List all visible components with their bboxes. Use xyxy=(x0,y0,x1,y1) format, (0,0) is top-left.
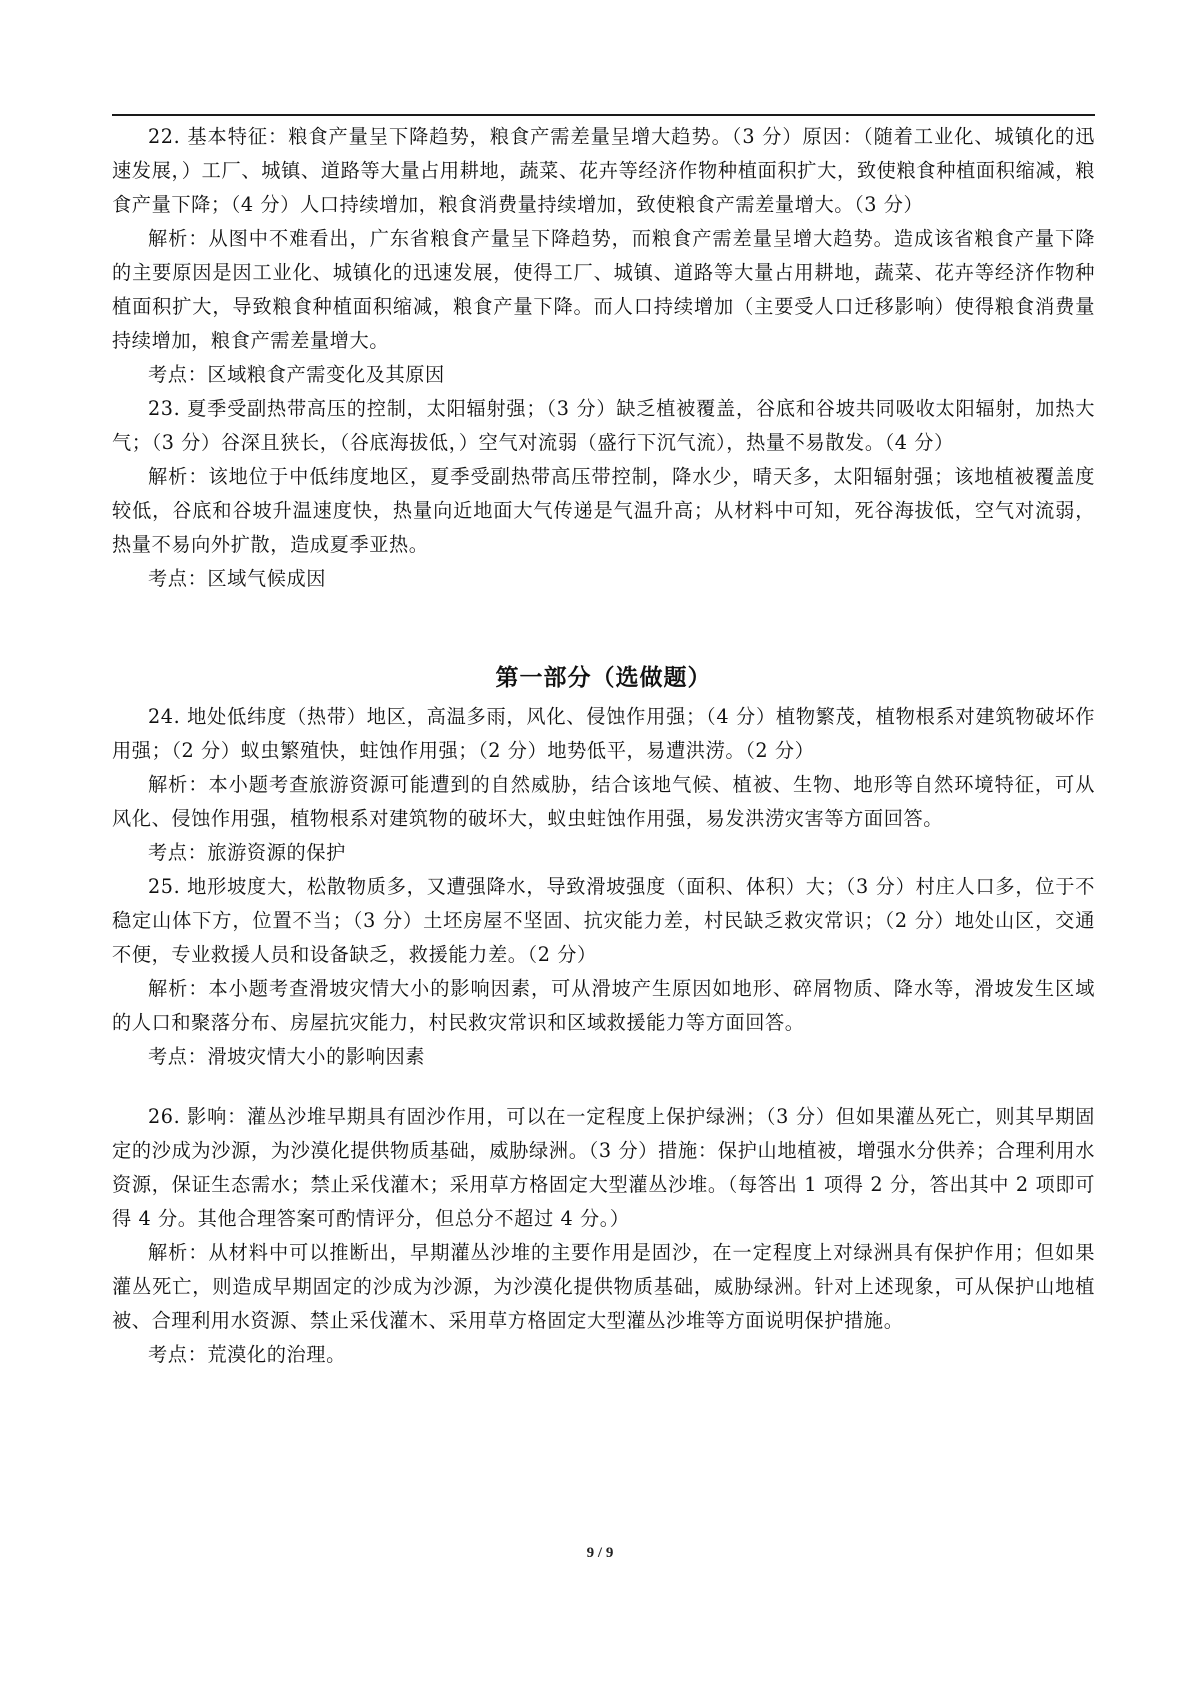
section-spacer xyxy=(112,596,1095,660)
q25-answer: 25. 地形坡度大，松散物质多，又遭强降水，导致滑坡强度（面积、体积）大；（3 分）村庄人口多，位于不稳定山体下方，位置不当；（3 分）土坯房屋不坚固、抗灾能力差，村民缺乏救灾常识；（2 分）地处山区，交通不便，专业救援人员和设备缺乏，救援能力差。（2 分） xyxy=(112,875,1095,966)
q23-answer: 23. 夏季受副热带高压的控制，太阳辐射强；（3 分）缺乏植被覆盖，谷底和谷坡共同吸收太阳辐射，加热大气；（3 分）谷深且狭长，（谷底海拔低，）空气对流弱（盛行下沉气流），热量不易散发。（4 分） xyxy=(112,397,1095,454)
q26-answer: 26. 影响：灌丛沙堆早期具有固沙作用，可以在一定程度上保护绿洲；（3 分）但如果灌丛死亡，则其早期固定的沙成为沙源，为沙漠化提供物质基础，威胁绿洲。（3 分）措施：保护山地植被，增强水分供养；合理利用水资源，保证生态需水；禁止采伐灌木；采用草方格固定大型灌丛沙堆。（每答出 1 项得 2 分，答出其中 2 项即可得 4 分。其他合理答案可酌情评分，但总分不超过 4 分。） xyxy=(112,1105,1095,1230)
page-number: 9 / 9 xyxy=(586,1545,614,1561)
paragraph-spacer xyxy=(112,1074,1095,1100)
q24-answer: 24. 地处低纬度（热带）地区，高温多雨，风化、侵蚀作用强；（4 分）植物繁茂，植物根系对建筑物破坏作用强；（2 分）蚁虫繁殖快，蛀蚀作用强；（2 分）地势低平，易遭洪涝。（2 分） xyxy=(112,705,1095,762)
q25-point: 考点：滑坡灾情大小的影响因素 xyxy=(148,1045,426,1068)
q26-point: 考点：荒漠化的治理。 xyxy=(148,1343,346,1366)
q25-analysis: 解析：本小题考查滑坡灾情大小的影响因素，可从滑坡产生原因如地形、碎屑物质、降水等，滑坡发生区域的人口和聚落分布、房屋抗灾能力，村民救灾常识和区域救援能力等方面回答。 xyxy=(112,977,1095,1034)
q24-analysis: 解析：本小题考查旅游资源可能遭到的自然威胁，结合该地气候、植被、生物、地形等自然环境特征，可从风化、侵蚀作用强，植物根系对建筑物的破坏大，蚁虫蛀蚀作用强，易发洪涝灾害等方面回答。 xyxy=(112,773,1095,830)
answer-content xyxy=(112,120,1095,1372)
header-rule xyxy=(112,114,1095,116)
q23-analysis: 解析：该地位于中低纬度地区，夏季受副热带高压带控制，降水少，晴天多，太阳辐射强；该地植被覆盖度较低，谷底和谷坡升温速度快，热量向近地面大气传递是气温升高；从材料中可知，死谷海拔低，空气对流弱，热量不易向外扩散，造成夏季亚热。 xyxy=(112,465,1095,556)
q24-point: 考点：旅游资源的保护 xyxy=(148,841,346,864)
section-title: 第一部分（选做题） xyxy=(495,665,712,691)
q22-point: 考点：区域粮食产需变化及其原因 xyxy=(148,363,445,386)
q22-answer: 22. 基本特征：粮食产量呈下降趋势，粮食产需差量呈增大趋势。（3 分）原因：（随着工业化、城镇化的迅速发展，）工厂、城镇、道路等大量占用耕地，蔬菜、花卉等经济作物种植面积扩大，致使粮食种植面积缩减，粮食产量下降；（4 分）人口持续增加，粮食消费量持续增加，致使粮食产需差量增大。（3 分） xyxy=(112,125,1095,216)
q22-analysis: 解析：从图中不难看出，广东省粮食产量呈下降趋势，而粮食产需差量呈增大趋势。造成该省粮食产量下降的主要原因是因工业化、城镇化的迅速发展，使得工厂、城镇、道路等大量占用耕地，蔬菜、花卉等经济作物种植面积扩大，导致粮食种植面积缩减，粮食产量下降。而人口持续增加（主要受人口迁移影响）使得粮食消费量持续增加，粮食产需差量增大。 xyxy=(112,227,1095,352)
q26-analysis: 解析：从材料中可以推断出，早期灌丛沙堆的主要作用是固沙，在一定程度上对绿洲具有保护作用；但如果灌丛死亡，则造成早期固定的沙成为沙源，为沙漠化提供物质基础，威胁绿洲。针对上述现象，可从保护山地植被、合理利用水资源、禁止采伐灌木、采用草方格固定大型灌丛沙堆等方面说明保护措施。 xyxy=(112,1241,1095,1332)
q23-point: 考点：区域气候成因 xyxy=(148,567,327,590)
